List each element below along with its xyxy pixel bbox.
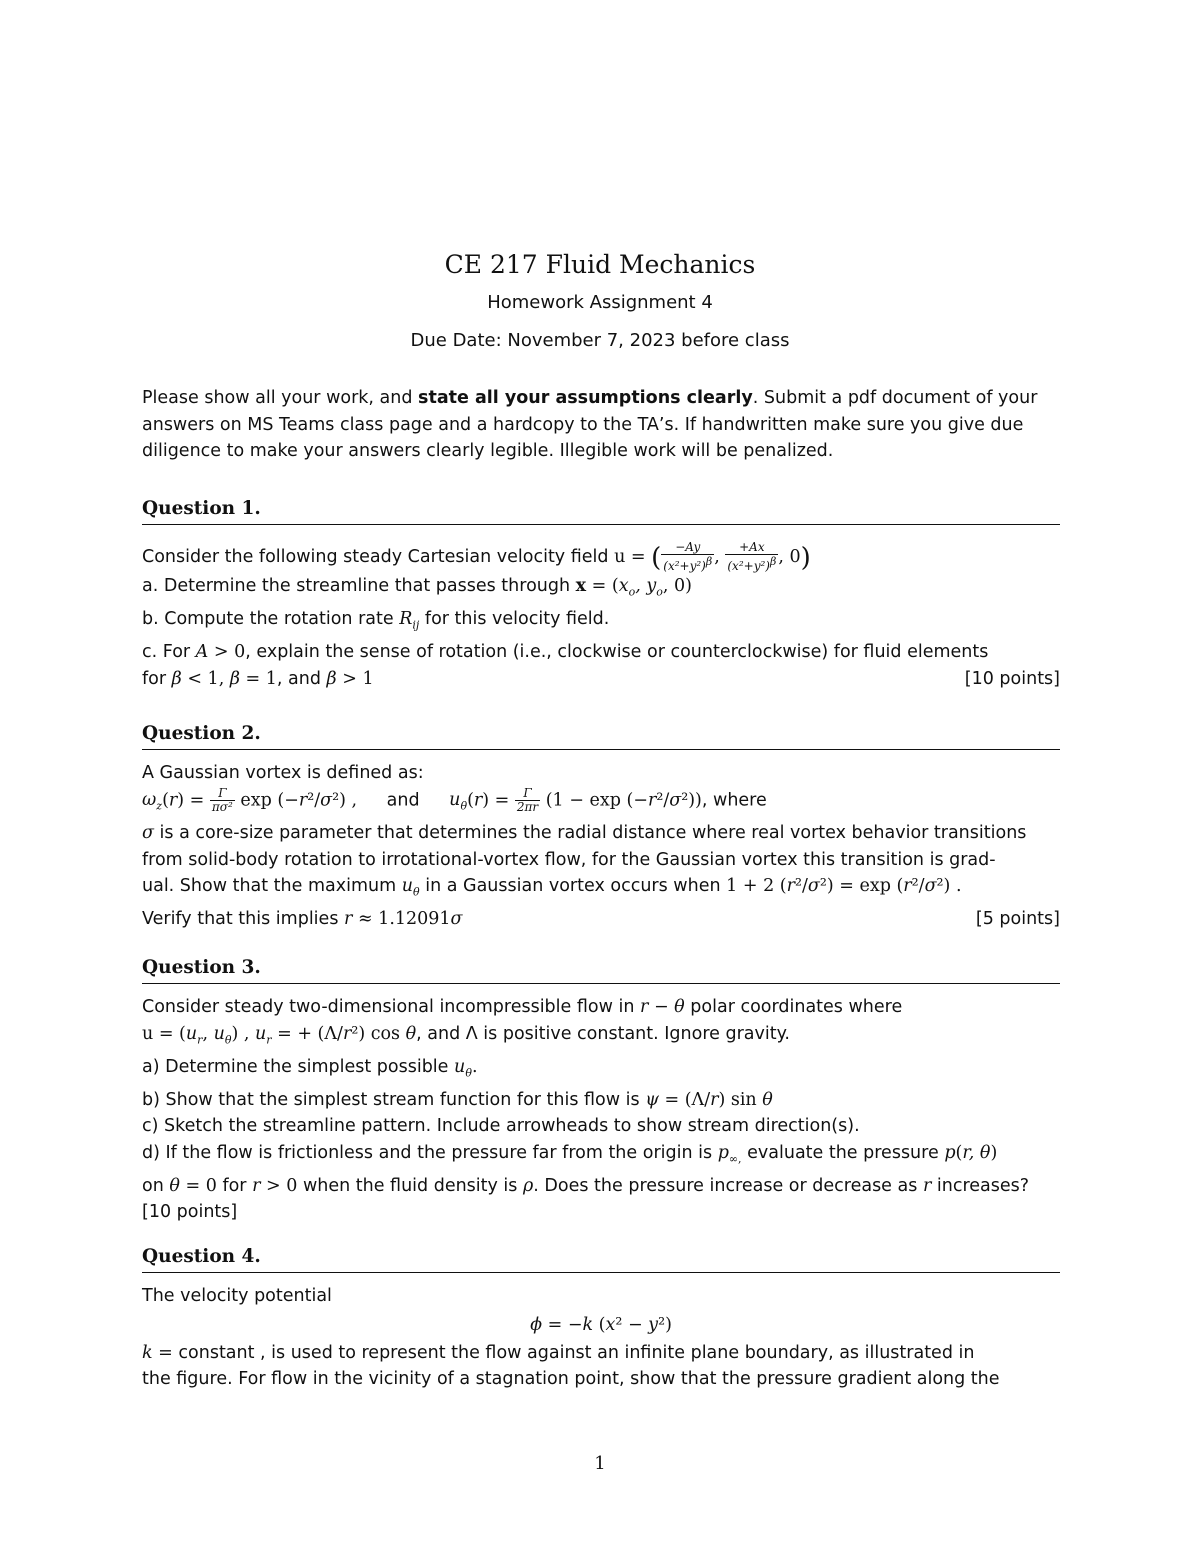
instructions-paragraph xyxy=(142,385,1060,465)
q3-part-d-cont: on θ = 0 for r > 0 when the fluid density is ρ. Does the pressure increase or decrease as r increases? xyxy=(142,1175,1030,1196)
q1-points: [10 points] xyxy=(964,668,1060,689)
q3-points: [10 points] xyxy=(142,1202,238,1222)
document-title: CE 217 Fluid Mechanics xyxy=(444,250,756,279)
q3-part-a: a) Determine the simplest possible $u_\theta$. xyxy=(142,1056,478,1079)
q4-line-3: k = constant , is used to represent the flow against an infinite plane boundary, as illustrated in xyxy=(142,1342,975,1363)
question-2-heading: Question 2. xyxy=(142,723,1060,750)
q3-line-1: Consider steady two-dimensional incompressible flow in r − θ polar coordinates where xyxy=(142,997,903,1017)
q1-part-b: b. Compute the rotation rate $R_{ij}$ for this velocity field. xyxy=(142,609,610,632)
question-2 xyxy=(142,723,1060,933)
q2-line-6: Verify that this implies r ≈ 1.12091σ [5 points] xyxy=(142,906,1060,933)
question-3 xyxy=(142,957,1060,1226)
assignment-subtitle: Homework Assignment 4 xyxy=(487,292,713,313)
q4-line-4: the figure. For flow in the vicinity of a stagnation point, show that the pressure gradient along the xyxy=(142,1369,1000,1389)
q4-line-1: The velocity potential xyxy=(142,1286,332,1306)
question-1-heading: Question 1. xyxy=(142,498,1060,525)
q1-part-c-cont: for β < 1, β = 1, and β > 1 [10 points] xyxy=(142,666,1060,693)
q2-line-3: σ is a core-size parameter that determines the radial distance where real vortex behavior transitions xyxy=(142,823,1027,843)
question-3-heading: Question 3. xyxy=(142,957,1060,984)
q1-part-a: a. Determine the streamline that passes through $x = (x_o$, $y_o$, 0) xyxy=(142,576,692,599)
q2-points: [5 points] xyxy=(975,909,1060,929)
q3-part-b: b) Show that the simplest stream function for this flow is ψ = (Λ/r) sin θ xyxy=(142,1089,773,1110)
question-1 xyxy=(142,498,1060,692)
due-date: Due Date: November 7, 2023 before class xyxy=(410,330,790,351)
intro-text-1: Please show all your work, and xyxy=(142,388,419,408)
q1-velocity-field-line: Consider the following steady Cartesian velocity field u = ( $\frac{-Ay}{(x^2+y^2)^\beta}$ , $\frac{+Ax}{(x^2+y^2)^\beta}$ , 0) xyxy=(142,540,811,573)
q1-part-c: c. For A > 0, explain the sense of rotation (i.e., clockwise or counterclockwise) for fluid elements xyxy=(142,642,989,662)
q2-line-5: ual. Show that the maximum $u_\theta$ in a Gaussian vortex occurs when 1 + 2 (r²/σ²) = exp (r²/σ²) . xyxy=(142,876,962,899)
intro-text-2: . Submit a pdf document of your answers on MS Teams class page and a hardcopy to the TA’s. If handwritten make sure you give due diligence to make your answers clearly legible. Illegible work will be penalized. xyxy=(142,388,1038,462)
q2-line-4: from solid-body rotation to irrotational-vortex flow, for the Gaussian vortex this transition is grad- xyxy=(142,849,996,870)
page-number: 1 xyxy=(594,1453,606,1474)
q3-part-c: c) Sketch the streamline pattern. Include arrowheads to show stream direction(s). xyxy=(142,1116,860,1136)
question-4 xyxy=(142,1246,1060,1393)
q2-definition-line: $\omega_z(r)$ = $\frac{\Gamma}{\text{πσ²}}$ exp (−r²/σ²) , and $u_\theta(r)$ = $\frac{\Gamma}{2\pi r}$ (1 − exp (−r²/σ²)), where xyxy=(142,785,767,814)
q2-line-1: A Gaussian vortex is defined as: xyxy=(142,763,424,783)
question-4-heading: Question 4. xyxy=(142,1246,1060,1273)
q3-line-2: $u = (u_r$, $u_\theta$) , $u_r$ = + (Λ/r²) cos θ, and Λ is positive constant. Ignore gravity. xyxy=(142,1023,790,1046)
intro-bold: state all your assumptions clearly xyxy=(418,388,753,408)
q3-part-d: d) If the flow is frictionless and the pressure far from the origin is $p_{\infty,}$ evaluate the pressure p(r, θ) xyxy=(142,1142,998,1165)
q4-potential-equation: ϕ = −k (x² − y²) xyxy=(530,1314,672,1335)
